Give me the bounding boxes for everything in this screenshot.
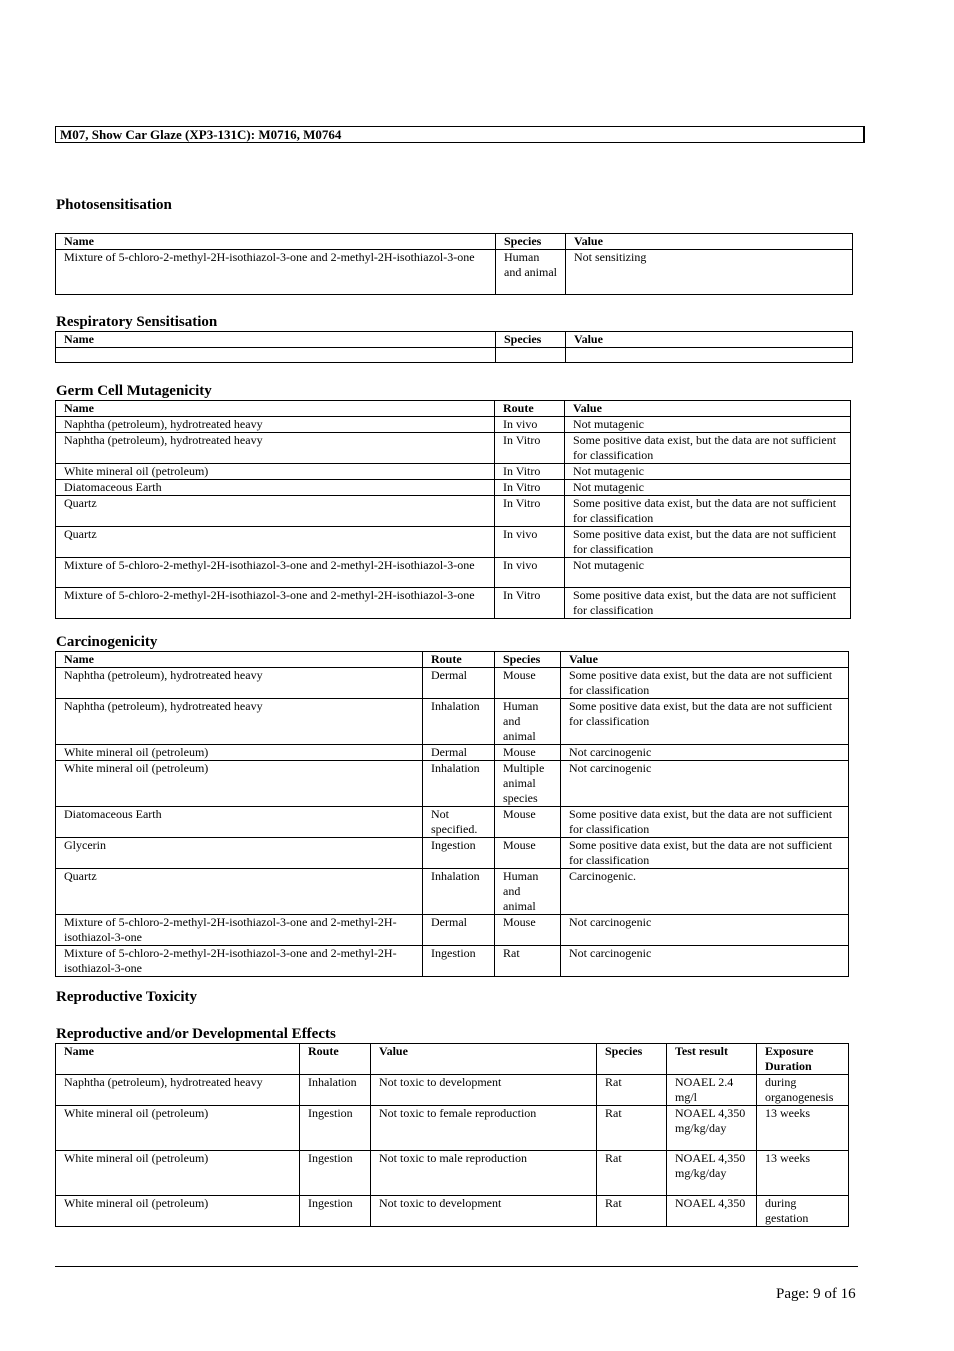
cell-species: Rat <box>597 1151 667 1196</box>
section-heading-carcinogenicity: Carcinogenicity <box>56 634 158 650</box>
table-row <box>56 480 851 496</box>
cell-route: In Vitro <box>495 496 565 527</box>
cell-value: Not toxic to male reproduction <box>371 1151 597 1196</box>
cell-route: Ingestion <box>423 946 495 977</box>
cell-value: Not toxic to development <box>371 1196 597 1227</box>
table-row <box>56 250 853 295</box>
table-row <box>56 417 851 433</box>
table-row <box>56 946 849 977</box>
table-row <box>56 558 851 588</box>
cell-species: Rat <box>495 946 561 977</box>
cell-route: In vivo <box>495 417 565 433</box>
column-header: Value <box>561 652 849 668</box>
column-header: Species <box>496 332 566 348</box>
cell-test-result: NOAEL 4,350 mg/kg/day <box>667 1151 757 1196</box>
cell-value: Some positive data exist, but the data are not sufficient for classification <box>561 699 849 745</box>
cell-name <box>56 348 496 363</box>
column-header: Species <box>495 652 561 668</box>
document-header: M07, Show Car Glaze (XP3-131C): M0716, M0764 <box>55 126 865 143</box>
cell-name: Naphtha (petroleum), hydrotreated heavy <box>56 1075 300 1106</box>
column-header: Species <box>597 1044 667 1075</box>
carcinogenicity-table <box>55 651 849 977</box>
cell-route: Ingestion <box>423 838 495 869</box>
table-header-row <box>56 652 849 668</box>
cell-test-result: NOAEL 4,350 mg/kg/day <box>667 1106 757 1151</box>
cell-route: Inhalation <box>423 869 495 915</box>
column-header: Name <box>56 652 423 668</box>
table-row <box>56 348 853 363</box>
page-number: Page: 9 of 16 <box>776 1286 856 1302</box>
cell-value: Some positive data exist, but the data are not sufficient for classification <box>561 668 849 699</box>
cell-species: Mouse <box>495 668 561 699</box>
cell-name: White mineral oil (petroleum) <box>56 1196 300 1227</box>
cell-name: Mixture of 5-chloro-2-methyl-2H-isothiazol-3-one and 2-methyl-2H-isothiazol-3-one <box>56 588 495 619</box>
cell-species: Mouse <box>495 745 561 761</box>
cell-name: Diatomaceous Earth <box>56 480 495 496</box>
table-header-row <box>56 332 853 348</box>
column-header: Route <box>423 652 495 668</box>
cell-value: Not mutagenic <box>565 480 851 496</box>
cell-name: White mineral oil (petroleum) <box>56 1106 300 1151</box>
column-header: Species <box>496 234 566 250</box>
cell-value: Not toxic to female reproduction <box>371 1106 597 1151</box>
table-row <box>56 838 849 869</box>
cell-test-result: NOAEL 2.4 mg/l <box>667 1075 757 1106</box>
column-header: Route <box>300 1044 371 1075</box>
cell-exposure-duration: during gestation <box>757 1196 849 1227</box>
table-row <box>56 745 849 761</box>
cell-route: Inhalation <box>300 1075 371 1106</box>
table-row <box>56 1075 849 1106</box>
table-row <box>56 1106 849 1151</box>
cell-test-result: NOAEL 4,350 <box>667 1196 757 1227</box>
cell-name: Naphtha (petroleum), hydrotreated heavy <box>56 433 495 464</box>
cell-value: Some positive data exist, but the data are not sufficient for classification <box>561 807 849 838</box>
cell-name: White mineral oil (petroleum) <box>56 464 495 480</box>
cell-name: Quartz <box>56 496 495 527</box>
cell-value: Not mutagenic <box>565 558 851 588</box>
cell-value: Not sensitizing <box>566 250 853 295</box>
column-header: Value <box>371 1044 597 1075</box>
cell-species <box>496 348 566 363</box>
table-row <box>56 869 849 915</box>
cell-value: Not carcinogenic <box>561 745 849 761</box>
table-row <box>56 527 851 558</box>
table-row <box>56 588 851 619</box>
table-header-row <box>56 401 851 417</box>
germ-cell-mutagenicity-table <box>55 400 851 619</box>
section-heading-respiratory-sensitisation: Respiratory Sensitisation <box>56 314 218 330</box>
section-heading-photosensitisation: Photosensitisation <box>56 197 172 213</box>
cell-value: Not toxic to development <box>371 1075 597 1106</box>
table-row <box>56 464 851 480</box>
cell-value: Some positive data exist, but the data are not sufficient for classification <box>561 838 849 869</box>
cell-route: In Vitro <box>495 588 565 619</box>
column-header: Name <box>56 401 495 417</box>
cell-value <box>566 348 853 363</box>
table-row <box>56 433 851 464</box>
cell-route: Inhalation <box>423 761 495 807</box>
cell-species: Human and animal <box>495 869 561 915</box>
cell-exposure-duration: 13 weeks <box>757 1106 849 1151</box>
column-header: Value <box>566 332 853 348</box>
cell-species: Mouse <box>495 838 561 869</box>
cell-name: Mixture of 5-chloro-2-methyl-2H-isothiazol-3-one and 2-methyl-2H-isothiazol-3-one <box>56 915 423 946</box>
cell-name: Naphtha (petroleum), hydrotreated heavy <box>56 699 423 745</box>
column-header: Value <box>566 234 853 250</box>
cell-route: In Vitro <box>495 464 565 480</box>
cell-name: Naphtha (petroleum), hydrotreated heavy <box>56 417 495 433</box>
column-header: Value <box>565 401 851 417</box>
table-header-row <box>56 234 853 250</box>
cell-value: Not carcinogenic <box>561 915 849 946</box>
table-row <box>56 807 849 838</box>
cell-route: Ingestion <box>300 1196 371 1227</box>
cell-value: Some positive data exist, but the data are not sufficient for classification <box>565 588 851 619</box>
cell-species: Rat <box>597 1196 667 1227</box>
cell-name: Glycerin <box>56 838 423 869</box>
table-row <box>56 668 849 699</box>
cell-route: Ingestion <box>300 1106 371 1151</box>
cell-value: Carcinogenic. <box>561 869 849 915</box>
cell-value: Not carcinogenic <box>561 761 849 807</box>
cell-route: Dermal <box>423 668 495 699</box>
cell-route: Inhalation <box>423 699 495 745</box>
cell-species: Rat <box>597 1075 667 1106</box>
cell-value: Not mutagenic <box>565 464 851 480</box>
cell-route: In Vitro <box>495 433 565 464</box>
cell-species: Human and animal <box>496 250 566 295</box>
table-row <box>56 699 849 745</box>
cell-species: Mouse <box>495 807 561 838</box>
column-header: Name <box>56 234 496 250</box>
cell-name: Mixture of 5-chloro-2-methyl-2H-isothiazol-3-one and 2-methyl-2H-isothiazol-3-one <box>56 558 495 588</box>
section-heading-reproductive-toxicity: Reproductive Toxicity <box>56 989 197 1005</box>
cell-route: Not specified. <box>423 807 495 838</box>
cell-name: Quartz <box>56 527 495 558</box>
cell-name: White mineral oil (petroleum) <box>56 745 423 761</box>
cell-route: Dermal <box>423 915 495 946</box>
cell-exposure-duration: 13 weeks <box>757 1151 849 1196</box>
cell-route: Dermal <box>423 745 495 761</box>
table-row <box>56 1151 849 1196</box>
table-row <box>56 1196 849 1227</box>
cell-exposure-duration: during organogenesis <box>757 1075 849 1106</box>
column-header: Exposure Duration <box>757 1044 849 1075</box>
photosensitisation-table <box>55 233 853 295</box>
cell-species: Multiple animal species <box>495 761 561 807</box>
cell-name: Naphtha (petroleum), hydrotreated heavy <box>56 668 423 699</box>
column-header: Route <box>495 401 565 417</box>
respiratory-sensitisation-table <box>55 331 853 363</box>
cell-route: In vivo <box>495 527 565 558</box>
cell-value: Some positive data exist, but the data are not sufficient for classification <box>565 527 851 558</box>
cell-route: In vivo <box>495 558 565 588</box>
cell-value: Some positive data exist, but the data are not sufficient for classification <box>565 496 851 527</box>
cell-value: Not mutagenic <box>565 417 851 433</box>
table-row <box>56 761 849 807</box>
cell-route: In Vitro <box>495 480 565 496</box>
cell-name: Mixture of 5-chloro-2-methyl-2H-isothiazol-3-one and 2-methyl-2H-isothiazol-3-one <box>56 946 423 977</box>
cell-value: Some positive data exist, but the data are not sufficient for classification <box>565 433 851 464</box>
column-header: Test result <box>667 1044 757 1075</box>
reproductive-developmental-effects-table <box>55 1043 849 1227</box>
cell-route: Ingestion <box>300 1151 371 1196</box>
section-heading-reproductive-developmental-effects: Reproductive and/or Developmental Effects <box>56 1026 336 1042</box>
table-header-row <box>56 1044 849 1075</box>
cell-species: Rat <box>597 1106 667 1151</box>
footer-divider <box>55 1266 858 1267</box>
cell-name: White mineral oil (petroleum) <box>56 761 423 807</box>
cell-species: Mouse <box>495 915 561 946</box>
table-row <box>56 496 851 527</box>
cell-name: Diatomaceous Earth <box>56 807 423 838</box>
cell-name: Quartz <box>56 869 423 915</box>
column-header: Name <box>56 1044 300 1075</box>
cell-name: Mixture of 5-chloro-2-methyl-2H-isothiazol-3-one and 2-methyl-2H-isothiazol-3-one <box>56 250 496 295</box>
table-row <box>56 915 849 946</box>
cell-species: Human and animal <box>495 699 561 745</box>
column-header: Name <box>56 332 496 348</box>
section-heading-germ-cell-mutagenicity: Germ Cell Mutagenicity <box>56 383 212 399</box>
cell-name: White mineral oil (petroleum) <box>56 1151 300 1196</box>
cell-value: Not carcinogenic <box>561 946 849 977</box>
